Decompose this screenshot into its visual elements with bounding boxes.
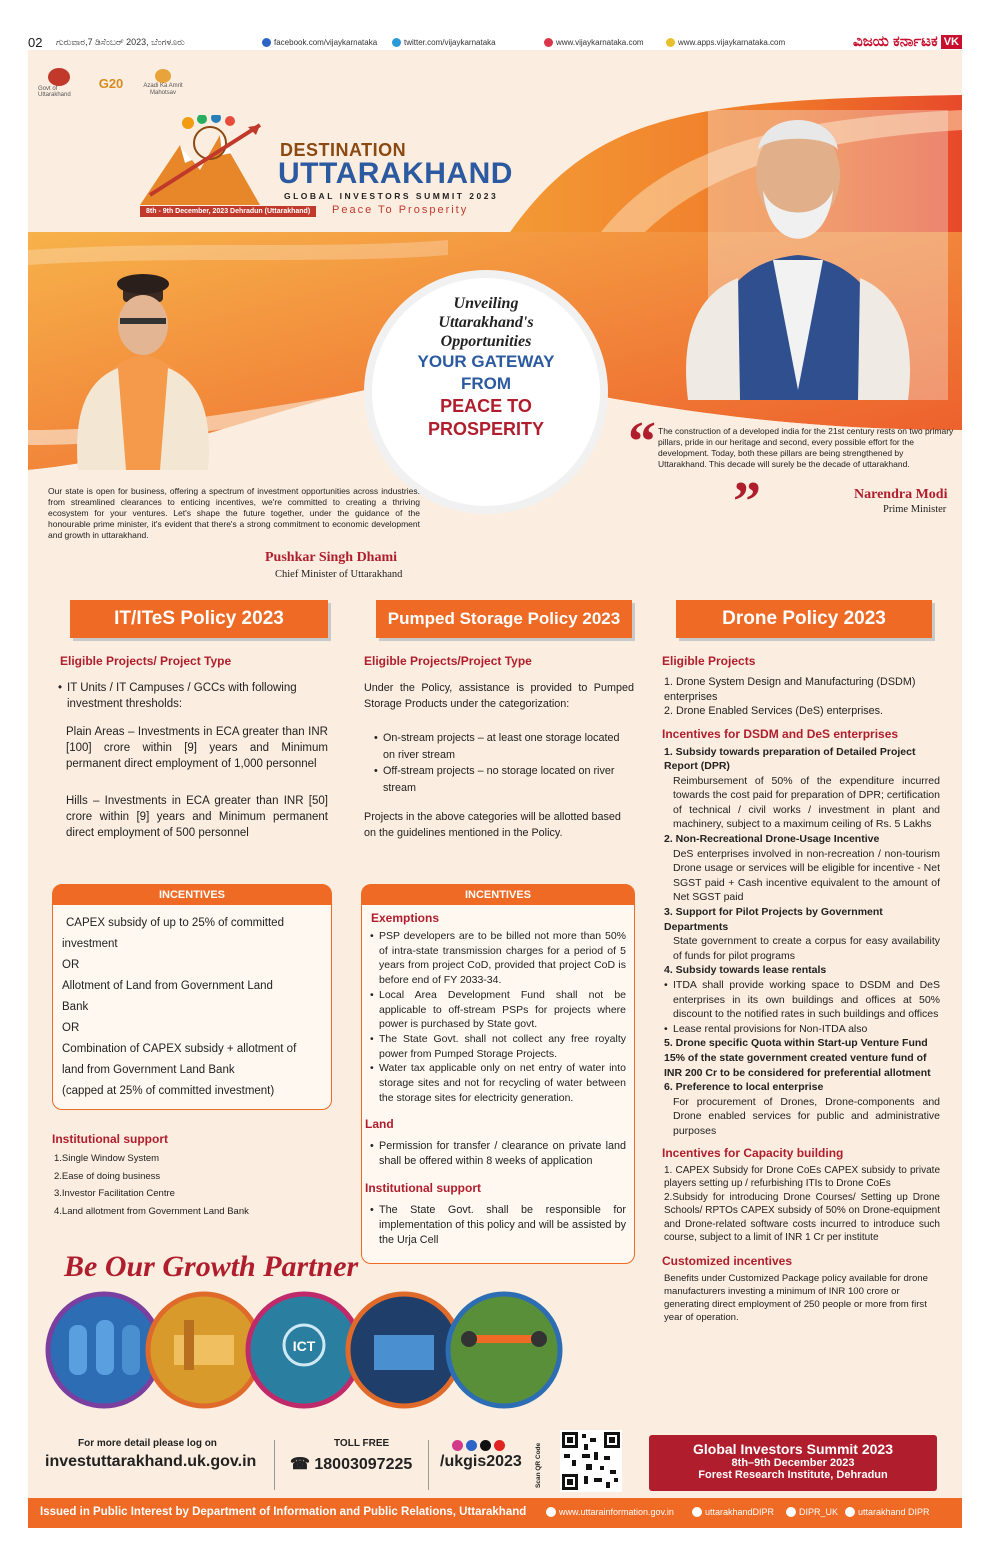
- dipr-facebook-link[interactable]: uttarakhandDIPR: [692, 1507, 774, 1517]
- drone-eligible-heading: Eligible Projects: [662, 654, 756, 668]
- ps-exemptions-list: [370, 929, 626, 1105]
- ps-land-heading: Land: [365, 1117, 394, 1132]
- ps-land-list: [370, 1139, 626, 1169]
- facebook-icon: [262, 38, 271, 47]
- more-details-label: For more detail please log on: [78, 1438, 217, 1449]
- sector-circles: [44, 1290, 664, 1410]
- list-item: 2. Drone Enabled Services (DeS) enterprises.: [664, 705, 884, 717]
- uttarakhand-label: UTTARAKHAND: [278, 157, 513, 190]
- youtube-icon[interactable]: [494, 1440, 505, 1451]
- apps-icon: [666, 38, 675, 47]
- list-item: • Local Area Development Fund shall not be applicable to off-stream PSPs for projects where power is purchased by State govt.: [370, 988, 626, 1032]
- drone-incentives-heading: Incentives for DSDM and DeS enterprises: [662, 726, 899, 741]
- dipr-x-link[interactable]: DIPR_UK: [786, 1507, 838, 1517]
- pm-quote: The construction of a developed india for the 21st century rests on two primary pillars, pride in our heritage and second, every possible effort for the development. Today, both these pillars are being strengthened by Uttarakhand. This decade will surely be the decade of uttarakhand.: [658, 426, 954, 469]
- drone-policy-column: [676, 600, 932, 638]
- toll-free-number[interactable]: ☎ 18003097225: [290, 1456, 413, 1473]
- summit-venue: Forest Research Institute, Dehradun: [698, 1469, 888, 1481]
- pm-name: Narendra Modi: [854, 487, 948, 502]
- summit-dates-footer: 8th–9th December 2023: [731, 1457, 855, 1469]
- drone-policy-title: Drone Policy 2023: [676, 600, 932, 638]
- drone-capacity-heading: Incentives for Capacity building: [662, 1145, 844, 1160]
- website-link[interactable]: www.vijaykarnataka.com: [544, 38, 644, 47]
- list-item: • Off-stream projects – no storage located on river stream: [374, 763, 634, 796]
- facebook-link[interactable]: facebook.com/vijaykarnataka: [262, 38, 377, 47]
- globe-icon: [546, 1507, 556, 1517]
- drone-custom-body: Benefits under Customized Package policy available for drone manufacturers investing a minimum of INR 100 crore or generating direct employment of 250 people or more from first year of operation.: [664, 1272, 928, 1324]
- open-quote-icon: “: [628, 411, 656, 473]
- mountain-logo-icon: [140, 115, 280, 207]
- list-item: • The State Govt. shall not collect any free royalty power from Pumped Storage Projects.: [370, 1032, 626, 1061]
- list-item: • On-stream projects – at least one storage located on river stream: [374, 730, 634, 763]
- list-item: 4. Subsidy towards lease rentals: [664, 964, 827, 977]
- facebook-icon: [692, 1507, 702, 1517]
- close-quote-icon: ”: [733, 471, 761, 533]
- list-item: 3.Investor Facilitation Centre: [54, 1188, 175, 1199]
- ps-intro: Under the Policy, assistance is provided to Pumped Storage Products under the categorization:: [364, 682, 634, 710]
- azadi-logo: Azadi Ka Amrit Mahotsav: [142, 65, 184, 101]
- list-item: • Permission for transfer / clearance on private land shall be offered within 8 weeks of application: [370, 1139, 626, 1169]
- list-item: 4.Land allotment from Government Land Bank: [54, 1205, 249, 1217]
- x-icon[interactable]: [480, 1440, 491, 1451]
- facebook-icon[interactable]: [466, 1440, 477, 1451]
- it-institutional-list: [54, 1150, 249, 1220]
- newspaper-header: [0, 0, 990, 50]
- youtube-icon: [845, 1507, 855, 1517]
- it-incentives-body: CAPEX subsidy of up to 25% of committed investment OR Allotment of Land from Government Land Bank OR Combination of CAPEX subsidy + allotment of land from Government Land Bank (capped at 25% of committed investment): [62, 917, 297, 1097]
- list-item: • The State Govt. shall be responsible for implementation of this policy and will be assisted by the Urja Cell: [370, 1203, 626, 1248]
- summit-logo: [140, 115, 520, 230]
- ict-label: ICT: [292, 1338, 316, 1354]
- it-institutional-heading: Institutional support: [52, 1132, 168, 1146]
- hero-section: [28, 50, 962, 533]
- ps-note: Projects in the above categories will be allotted based on the guidelines mentioned in the Policy.: [364, 811, 621, 839]
- ps-exemptions-heading: Exemptions: [371, 911, 440, 925]
- summit-dates: 8th - 9th December, 2023 Dehradun (Uttarakhand): [140, 206, 316, 217]
- govt-uttarakhand-logo: Govt of Uttarakhand: [38, 65, 80, 101]
- dateline: ಗುರುವಾರ,7 ಡಿಸೆಂಬರ್ 2023, ಬೆಂಗಳೂರು: [56, 37, 185, 47]
- list-item: • Water tax applicable only on net entry of water into storage sites and not for recycling of water between the storage sites for electricity generation.: [370, 1061, 626, 1105]
- qr-code-icon[interactable]: [560, 1430, 622, 1492]
- twitter-link[interactable]: twitter.com/vijaykarnataka: [392, 38, 496, 47]
- instagram-icon[interactable]: [452, 1440, 463, 1451]
- ps-incentives-box: [361, 884, 635, 1264]
- tagline: Peace To Prosperity: [332, 204, 469, 216]
- social-icons: [452, 1440, 505, 1451]
- it-plain-areas: Plain Areas – Investments in ECA greater than INR [100] crore within [9] years and Minimum permanent direct employment of 1,000 personnel: [66, 726, 328, 770]
- it-incentives-heading: INCENTIVES: [53, 885, 331, 905]
- list-item: 1. CAPEX Subsidy for Drone CoEs CAPEX subsidy to private players setting up / refurbishing ITIs to Drone CoEs: [664, 1164, 940, 1190]
- ps-institutional-list: [370, 1203, 626, 1248]
- drone-capacity-list: [662, 1164, 940, 1245]
- pm-role: Prime Minister: [883, 504, 947, 515]
- toll-free-label: TOLL FREE: [334, 1438, 390, 1449]
- page-number: 02: [28, 35, 43, 50]
- list-item: 6. Preference to local enterprise: [664, 1081, 824, 1094]
- masthead-logo: ವಿಜಯ ಕರ್ನಾಟಕ VK: [853, 33, 962, 50]
- list-item: 3. Support for Pilot Projects by Government Departments: [664, 906, 883, 933]
- it-eligible-list: [58, 680, 328, 712]
- it-policy-title: IT/ITeS Policy 2023: [70, 600, 328, 638]
- sector-images: [44, 1290, 664, 1410]
- ps-categories: [374, 730, 634, 796]
- drone-custom-heading: Customized incentives: [662, 1253, 793, 1268]
- dipr-website-link[interactable]: www.uttarainformation.gov.in: [546, 1507, 674, 1517]
- list-item: 2. Non-Recreational Drone-Usage Incentive: [664, 833, 880, 846]
- summit-info-box: [649, 1435, 937, 1491]
- cm-name: Pushkar Singh Dhami: [265, 550, 398, 565]
- ps-policy-title: Pumped Storage Policy 2023: [376, 600, 632, 638]
- dipr-youtube-link[interactable]: uttarakhand DIPR: [845, 1507, 930, 1517]
- list-item: 5. Drone specific Quota within Start-up Venture Fund 15% of the state government created venture fund of INR 200 Cr to be considered for preferential allotment: [664, 1037, 931, 1079]
- summit-title: Global Investors Summit 2023: [693, 1441, 893, 1457]
- website-url[interactable]: investuttarakhand.uk.gov.in: [45, 1453, 257, 1470]
- pm-portrait: [686, 110, 948, 400]
- ps-incentives-heading: INCENTIVES: [362, 885, 634, 905]
- list-item: • IT Units / IT Campuses / GCCs with following investment thresholds:: [58, 680, 328, 712]
- ps-eligible-heading: Eligible Projects/Project Type: [364, 654, 532, 668]
- ps-policy-column: [376, 600, 632, 638]
- it-eligible-heading: Eligible Projects/ Project Type: [60, 654, 232, 668]
- list-item: • PSP developers are to be billed not more than 50% of intra-state transmission charges for a period of 5 years from project CoD, provided that project CoD is before end of FY 2033-34.: [370, 929, 626, 988]
- x-icon: [786, 1507, 796, 1517]
- summit-label: GLOBAL INVESTORS SUMMIT 2023: [284, 191, 499, 201]
- list-item: 1. Drone System Design and Manufacturing (DSDM) enterprises: [664, 676, 916, 703]
- list-item: 1. Subsidy towards preparation of Detailed Project Report (DPR): [664, 745, 916, 773]
- drone-incentives-list: 1. Subsidy towards preparation of Detailed Project Report (DPR) Reimbursement of 50% of the expenditure incurred towards the cost paid for preparation of DPR; certification of technical / civil works / investment in plant and machinery, subject to a maximum ceiling of Rs. 5 Lakhs 2. Non-Recreational Drone-Usage Incentive DeS enterprises involved in non-recreation / non-tourism Drone usage or services will be eligible for incentive - Net SGST paid + Cash incentive equivalent to the amount of Net SGST paid 3. Support for Pilot Projects by Government Departments State government to create a corpus for easy availability of funds for pilot programs 4. Subsidy towards lease rentals • ITDA shall provide working space to DSDM and DeS enterprises in its own buildings and offices at 50% discount to the notified rates in such buildings and offices • Lease rental provisions for Non-ITDA also 5. Drone specific Quota within Start-up Venture Fund 15% of the state government created venture fund of INR 200 Cr to be considered for preferential allotment 6. Preference to local enterprise For procurement of Drones, Drone-components and Drone enabled services for public and administrative purposes: [662, 745, 940, 1139]
- it-incentives-box: [52, 884, 332, 1110]
- apps-link[interactable]: www.apps.vijaykarnataka.com: [666, 38, 785, 47]
- it-policy-column: [70, 600, 328, 638]
- issued-bar: [28, 1498, 962, 1528]
- drone-eligible-list: [662, 675, 940, 719]
- cm-quote: Our state is open for business, offering a spectrum of investment opportunities across industries. from streamlined clearances to enticing incentives, we're committed to creating a thriving ecosystem for your ventures. Let's shape the future together, under the guidance of the honourable prime minister, it's evident that there's a strong commitment to economic development and growth in uttarakhand.: [48, 486, 420, 540]
- g20-logo: G20: [98, 75, 124, 91]
- logo-row: [38, 65, 184, 101]
- footer: [28, 1430, 962, 1496]
- issued-text: Issued in Public Interest by Department of Information and Public Relations, Uttarakhand: [40, 1506, 527, 1518]
- destination-label: DESTINATION: [280, 140, 407, 160]
- growth-slogan: Be Our Growth Partner: [64, 1250, 359, 1283]
- social-handle[interactable]: /ukgis2023: [440, 1453, 522, 1470]
- list-item: 1.Single Window System: [54, 1153, 160, 1164]
- advertisement: [28, 50, 962, 1528]
- list-item: 2.Ease of doing business: [54, 1170, 161, 1182]
- ps-institutional-heading: Institutional support: [365, 1181, 481, 1196]
- scan-label: Scan QR Code: [535, 1442, 542, 1488]
- twitter-icon: [392, 38, 401, 47]
- cm-role: Chief Minister of Uttarakhand: [275, 569, 403, 580]
- list-item: 2.Subsidy for introducing Drone Courses/ Setting up Drone Schools/ RPTOs CAPEX subsidy of 50% on Drone-equipment and Drone-related software costs incurred to introduce such course, subject to a limit of INR 1 Cr per institute: [664, 1191, 940, 1244]
- drone-policy-body: [662, 654, 940, 1324]
- it-hills: Hills – Investments in ECA greater than INR [50] crore within [9] years and Minimum permanent direct employment of 500 personnel: [66, 795, 328, 839]
- globe-icon: [544, 38, 553, 47]
- center-circle: Unveiling Uttarakhand's Opportunities YOUR GATEWAY FROM PEACE TO PROSPERITY: [372, 278, 600, 506]
